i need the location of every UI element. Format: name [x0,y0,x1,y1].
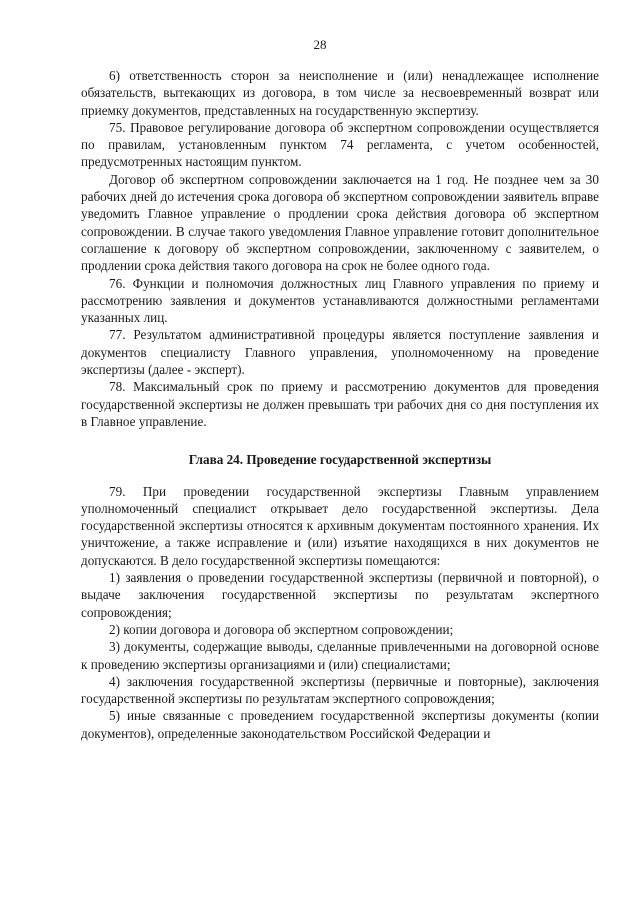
list-item-1: 1) заявления о проведении государственной экспертизы (первичной и повторной), о выдаче заключения государственной экспертизы по результатам экспертного сопровождения; [81,570,599,620]
paragraph-78: 78. Максимальный срок по приему и рассмотрению документов для проведения государственной экспертизы не должен превышать три рабочих дня со дня поступления их в Главное управление. [81,379,599,429]
paragraph-item-6: 6) ответственность сторон за неисполнение и (или) ненадлежащее исполнение обязательств, вытекающих из договора, в том числе за несвоевременный возврат или приемку документов, представленных на государственную экспертизу. [81,68,599,118]
paragraph-79: 79. При проведении государственной экспертизы Главным управлением уполномоченный специалист открывает дело государственной экспертизы. Дела государственной экспертизы относятся к архивным документам постоянного хранения. Их уничтожение, а также исправление и (или) изъятие находящихся в них документов не допускаются. В дело государственной экспертизы помещаются: [81,483,599,568]
list-item-2: 2) копии договора и договора об экспертном сопровождении; [109,621,454,637]
paragraph-75: 75. Правовое регулирование договора об экспертном сопровождении осуществляется по правилам, установленным пунктом 74 регламента, с учетом особенностей, предусмотренных настоящим пунктом. [81,119,599,170]
chapter-heading: Глава 24. Проведение государственной экспертизы [188,452,492,468]
paragraph-75-contract-term: Договор об экспертном сопровождении заключается на 1 год. Не позднее чем за 30 рабочих дней до истечения срока договора об экспертном сопровождении заявитель вправе уведомить Главное управление о продлении срока действия договора об экспертном сопровождении. В случае такого уведомления Главное управление готовит дополнительное соглашение к договору об экспертном сопровождении, заключенному с заявителем, о продлении срока действия такого договора на срок не более одного года. [81,171,599,274]
page-number: 28 [313,37,327,52]
paragraph-77: 77. Результатом административной процедуры является поступление заявления и документов специалисту Главного управления, уполномоченному на проведение экспертизы (далее - эксперт). [81,327,599,378]
paragraph-76: 76. Функции и полномочия должностных лиц Главного управления по приему и рассмотрению заявления и документов устанавливаются должностными регламентами указанных лиц. [81,275,599,326]
list-item-5: 5) иные связанные с проведением государственной экспертизы документы (копии документов), определенные законодательством Российской Федерации и [81,708,599,741]
list-item-4: 4) заключения государственной экспертизы (первичные и повторные), заключения государственной экспертизы по результатам экспертного сопровождения; [81,673,599,707]
list-item-3: 3) документы, содержащие выводы, сделанные привлеченными на договорной основе к проведению экспертизы организациями и (или) специалистами; [81,639,599,672]
document-body [81,67,599,742]
